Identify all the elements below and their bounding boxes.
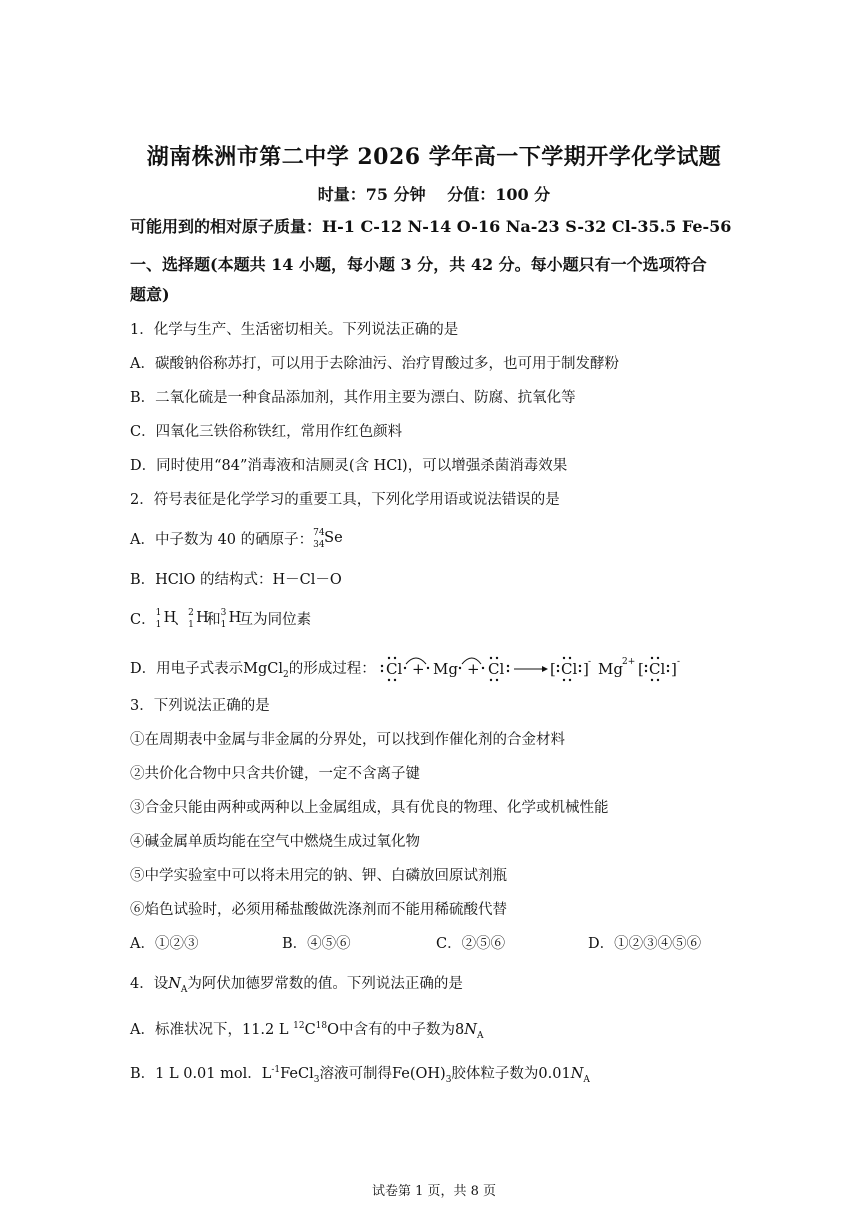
- plus-sign-2: +: [467, 660, 480, 678]
- svg-text:-: -: [677, 657, 681, 667]
- section-heading-line2: 题意): [130, 285, 170, 304]
- q2-a-prefix: A．中子数为 40 的硒原子：: [130, 532, 314, 548]
- q1-option-a: A．碳酸钠俗称苏打，可以用于去除油污、治疗胃酸过多，也可用于制发酵粉: [130, 356, 619, 372]
- q3-option-c: C．②⑤⑥: [436, 936, 506, 952]
- q1-option-b: B．二氧化硫是一种食品添加剂，其作用主要为漂白、防腐、抗氧化等: [130, 390, 576, 406]
- q3-option-b: B．④⑤⑥: [282, 936, 351, 952]
- q4-option-a: A．标准状况下，11.2 L $^{12}C^{18}O$中含有的中子数为$8N_A$: [130, 1021, 484, 1041]
- q1-option-c: C．四氧化三铁俗称铁红，常用作红色颜料: [130, 424, 403, 440]
- exam-subtitle: 时量：75 分钟 分值：100 分: [317, 185, 551, 204]
- cl-atom-right: Cl: [488, 660, 505, 678]
- q3-stem: 3．下列说法正确的是: [130, 698, 270, 714]
- q2-option-b: B．HClO 的结构式：H－Cl－O: [130, 572, 342, 588]
- q2-option-a: [130, 528, 750, 549]
- q3-statement-1: ①在周期表中金属与非金属的分界处，可以找到作催化剂的合金材料: [130, 732, 565, 748]
- hydrogen-2-isotope: 2 1 H: [188, 608, 209, 630]
- cl-ion-left: Cl: [561, 660, 578, 678]
- q3-statement-2: ②共价化合物中只含共价键，一定不含离子键: [130, 766, 420, 782]
- cl-atom-left: Cl: [386, 660, 403, 678]
- q2-option-c: C． 1 1 H 、 2 1 H 和 3 1 H 互为同位素: [130, 608, 312, 630]
- svg-text:2+: 2+: [622, 657, 636, 667]
- q3-statement-6: ⑥焰色试验时，必须用稀盐酸做洗涤剂而不能用稀硫酸代替: [130, 902, 507, 918]
- q2-option-d: D．用电子式表示MgCl$_2$的形成过程： Cl + Mg + Cl [ Cl ] - Mg 2+ [ Cl ] -: [130, 652, 750, 686]
- hydrogen-3-isotope: 3 1 H: [220, 608, 242, 630]
- section-heading-line1: 一、选择题(本题共 14 小题，每小题 3 分，共 42 分。每小题只有一个选项符合: [130, 255, 707, 274]
- q3-option-a: A．①②③: [130, 936, 199, 952]
- q3-statement-4: ④碱金属单质均能在空气中燃烧生成过氧化物: [130, 834, 420, 850]
- cl-ion-right: Cl: [649, 660, 666, 678]
- svg-text:[: [: [638, 660, 645, 678]
- q1-stem: 1．化学与生产、生活密切相关。下列说法正确的是: [130, 322, 459, 338]
- mg-ion: Mg: [598, 660, 624, 678]
- q3-statement-5: ⑤中学实验室中可以将未用完的钠、钾、白磷放回原试剂瓶: [130, 868, 507, 884]
- page-footer: 试卷第 1 页，共 8 页: [371, 1184, 497, 1199]
- q3-statement-3: ③合金只能由两种或两种以上金属组成，具有优良的物理、化学或机械性能: [130, 800, 609, 816]
- q4-option-b: B．1 L 0.01 mol．$L^{-1}FeCl_3$溶液可制得$Fe(OH)_3$胶体粒子数为$0.01N_A$: [130, 1065, 590, 1085]
- svg-text:-: -: [588, 657, 592, 667]
- q3-option-d: D．①②③④⑤⑥: [588, 936, 702, 952]
- mgcl2-electron-formation-diagram: [380, 652, 700, 686]
- exam-title: 湖南株洲市第二中学 2026 学年高一下学期开学化学试题: [146, 144, 722, 170]
- svg-text:[: [: [550, 660, 557, 678]
- selenium-isotope: 74 34 Se: [313, 528, 343, 550]
- atomic-masses: 可能用到的相对原子质量：H-1 C-12 N-14 O-16 Na-23 S-32 Cl-35.5 Fe-56: [130, 217, 732, 236]
- q1-option-d: D．同时使用“84”消毒液和洁厕灵(含 HCl)，可以增强杀菌消毒效果: [130, 458, 568, 474]
- svg-text:]: ]: [671, 660, 678, 678]
- q2-stem: 2．符号表征是化学学习的重要工具，下列化学用语或说法错误的是: [130, 492, 560, 508]
- q4-stem: 4．设$N_A$为阿伏加德罗常数的值。下列说法正确的是: [130, 976, 463, 995]
- svg-text:]: ]: [583, 660, 590, 678]
- mg-atom: Mg: [433, 660, 459, 678]
- hydrogen-1-isotope: 1 1 H: [155, 608, 177, 630]
- plus-sign-1: +: [412, 660, 425, 678]
